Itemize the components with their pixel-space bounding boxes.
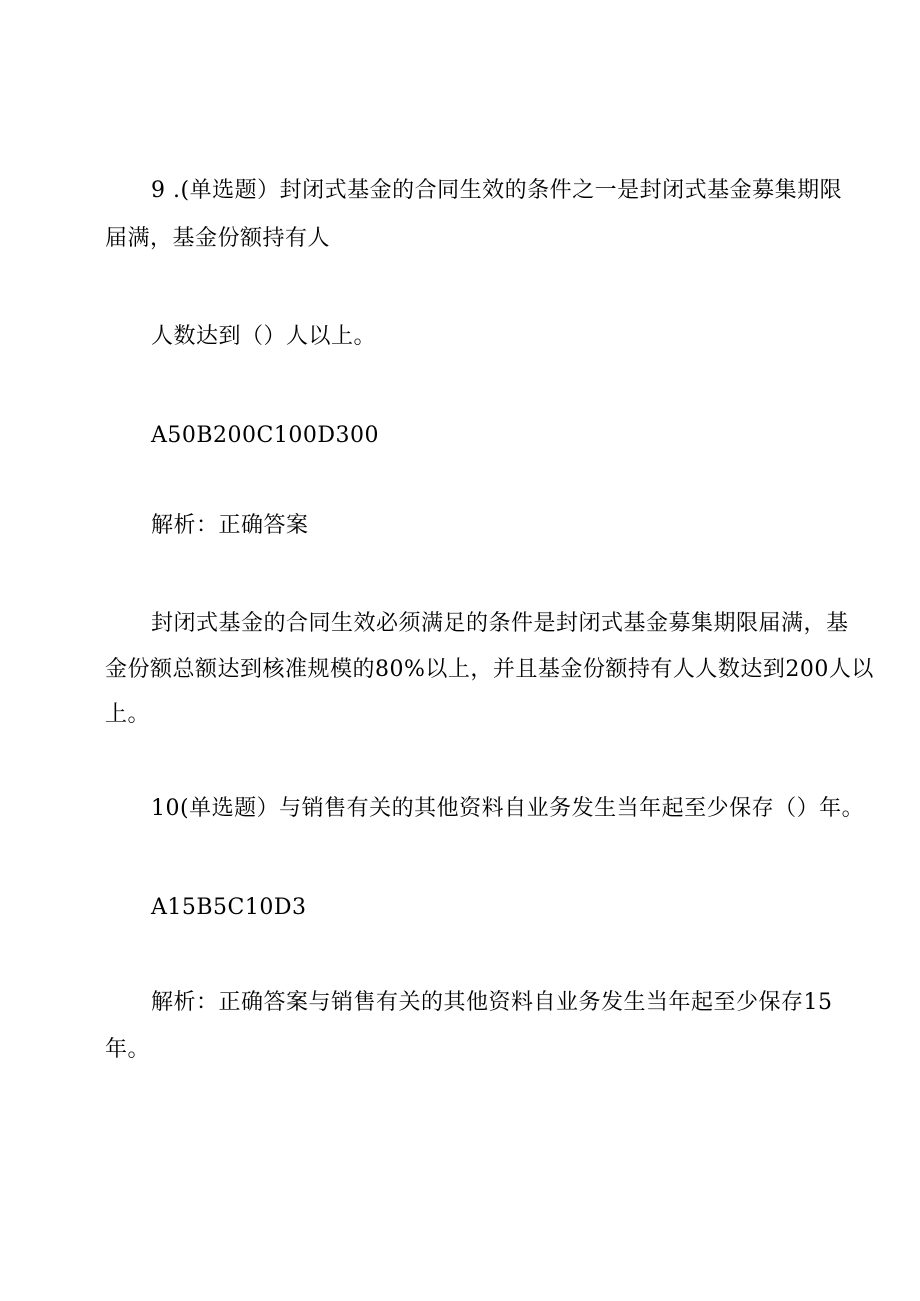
- q10-options: A15B5C10D3: [151, 895, 307, 920]
- q9-stem-line-3: 人数达到（）人以上。: [151, 324, 377, 349]
- q10-analysis-line-2: 年。: [105, 1037, 151, 1062]
- q9-explanation-line-1: 封闭式基金的合同生效必须满足的条件是封闭式基金募集期限届满，基: [151, 611, 849, 636]
- q9-explanation-line-2: 金份额总额达到核准规模的80%以上，并且基金份额持有人人数达到200人以: [105, 657, 874, 682]
- q9-options: A50B200C100D300: [151, 423, 379, 448]
- q9-stem-line-2: 届满，基金份额持有人: [105, 226, 331, 251]
- q10-stem-line-1: 10(单选题）与销售有关的其他资料自业务发生当年起至少保存（）年。: [151, 796, 865, 821]
- q9-explanation-line-3: 上。: [105, 702, 151, 727]
- q9-stem-line-1: 9 .(单选题）封闭式基金的合同生效的条件之一是封闭式基金募集期限: [151, 178, 843, 203]
- q9-analysis-label: 解析：正确答案: [151, 513, 309, 538]
- q10-analysis-line-1: 解析：正确答案与销售有关的其他资料自业务发生当年起至少保存15: [151, 990, 833, 1015]
